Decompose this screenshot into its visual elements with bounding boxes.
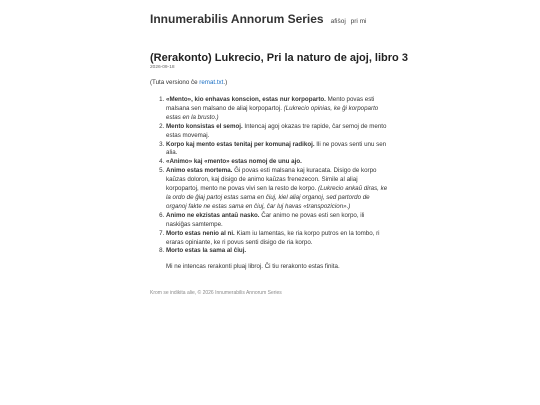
list-item xyxy=(166,230,390,248)
list-item xyxy=(166,167,390,212)
item-heading: «Mento», kio enhavas konscion, estas nur korpoparto. xyxy=(166,96,326,103)
list-item xyxy=(166,212,390,230)
site-nav xyxy=(331,18,370,25)
site-title-link[interactable]: Innumerabilis Annorum Series xyxy=(150,12,324,26)
item-text: Ĝi povas esti malsana kaj kuracata. Disigo de korpo kaŭzas doloron, kaj disigo de animo kaŭzas frenezecon. Simile al aliaj korpopartoj, mento ne povas vivi sen la resto de korpo. xyxy=(166,167,377,193)
item-text: Ĉar animo ne povas esti sen korpo, ili naskiĝas samtempe. xyxy=(166,211,365,228)
item-heading: Animo estas mortema. xyxy=(166,167,233,175)
item-heading: Mento konsistas el semoj. xyxy=(166,122,243,130)
list-item xyxy=(166,123,390,141)
item-text: Ili ne povas senti unu sen alia. xyxy=(166,140,387,157)
full-version-note xyxy=(150,79,390,86)
list-item xyxy=(166,247,390,256)
note-suffix: .) xyxy=(223,79,228,86)
item-heading: «Animo» kaj «mento» estas nomoj de unu ajo. xyxy=(166,158,302,166)
summary-list xyxy=(150,96,390,256)
item-heading: Morto estas nenio al ni. xyxy=(166,229,235,237)
item-heading: Morto estas la sama al ĉiuj. xyxy=(166,247,247,255)
item-heading: Korpo kaj mento estas tenitaj per komunaj radikoj. xyxy=(166,140,315,148)
page xyxy=(150,0,408,297)
full-version-link[interactable]: remat.txt xyxy=(199,79,224,86)
note-prefix: (Tuta versiono ĉe xyxy=(150,79,200,86)
list-item xyxy=(166,158,390,167)
item-remark: (Lukrecio opinias, ke ĝi korpoparto estas en la brusto.) xyxy=(166,104,379,121)
nav-link-about[interactable]: pri mi xyxy=(350,18,367,25)
item-remark: (Lukrecio ankaŭ diras, ke la ordo de ĝiaj partoj estas sama en ĉiuj, kiel aliaj organoj, sed partordo de organoj fakte ne estas sama en ĉiuj, ĉar luj havas «transpozicion».) xyxy=(166,185,388,210)
item-heading: Animo ne ekzistas antaŭ nasko. xyxy=(166,211,260,219)
list-item xyxy=(166,141,390,159)
site-header xyxy=(150,12,390,26)
item-text: Kiam iu lamentas, ke ria korpo putros en la tombo, ri eraras opiniante, ke ri povus senti disigo de ria korpo. xyxy=(166,229,380,246)
post-date: 2026-09-18 xyxy=(150,65,175,70)
list-item xyxy=(166,96,390,123)
nav-link-posts[interactable]: afiŝoj xyxy=(330,18,346,25)
item-text: Mento povas esti malsana sen malsano de aliaj korpopartoj. xyxy=(166,96,375,112)
item-text: Intencaj agoj okazas tre rapide, ĉar semoj de mento estas movemaj. xyxy=(166,122,387,139)
post-title: (Rerakonto) Lukrecio, Pri la naturo de ajoj, libro 3 xyxy=(150,52,408,64)
closing-paragraph: Mi ne intencas rerakonti pluaj libroj. Ĉi tiu rerakonto estas finita. xyxy=(166,263,340,271)
footer-copyright: Krom se indikita alie, © 2026 Innumerabilis Annorum Series xyxy=(150,290,282,297)
